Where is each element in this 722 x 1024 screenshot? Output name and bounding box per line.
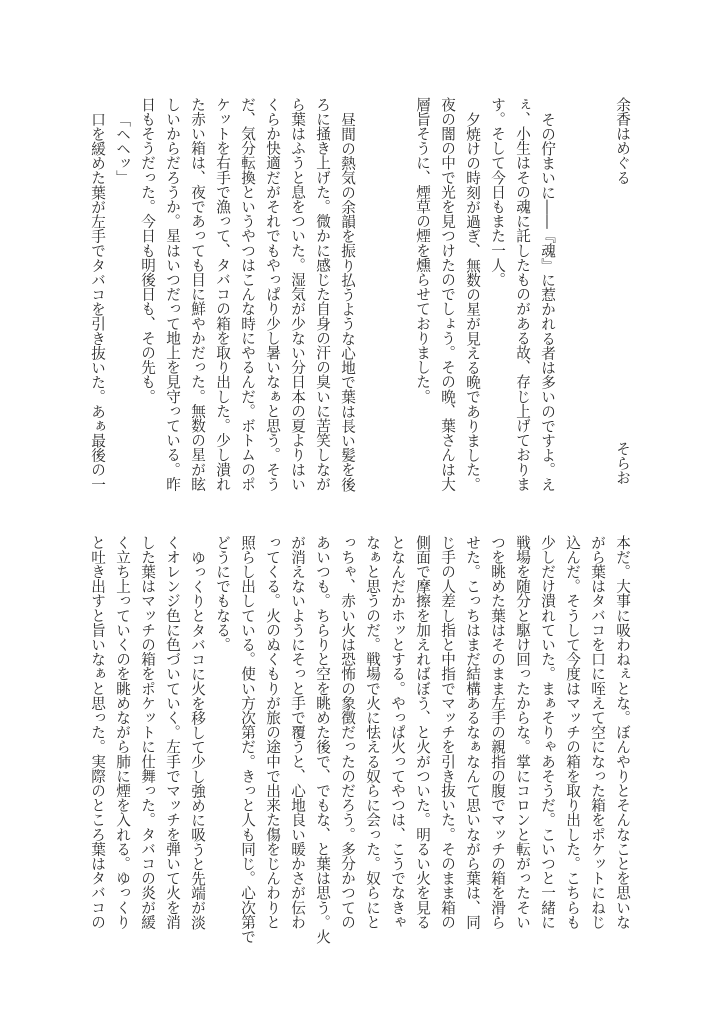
text-line: 照らし出している。使い方次第だ。きっと人も同じ。心次第で xyxy=(239,535,256,944)
text-line: 本だ。大事に吸わねぇとな。ぼんやりとそんなことを思いな xyxy=(614,535,631,930)
text-line: なぁと思うのだ。戦場で火に怯える奴らに会った。奴らにと xyxy=(364,535,381,930)
text-line: ろに掻き上げた。微かに感じた自身の汗の臭いに苦笑しなが xyxy=(314,97,331,492)
paragraph xyxy=(85,535,210,935)
text-line: ら葉はふうと息をついた。湿気が少ない分日本の夏よりはい xyxy=(289,97,306,492)
text-line: ゆっくりとタバコに火を移して少し強めに吸うと先端が淡 xyxy=(189,549,206,930)
text-line: となんだかホッとする。やっぱ火ってやつは、こうでなきゃ xyxy=(389,535,406,930)
title-column xyxy=(610,97,635,497)
text-line: 側面で摩擦を加えればぼう、と火がついた。明るい火を見る xyxy=(414,535,431,930)
text-line: す。そして今日もまた一人。 xyxy=(489,97,506,287)
text-line: 夕焼けの時刻が過ぎ、無数の星が見える晩でありました。 xyxy=(464,111,481,492)
text-line: た赤い箱は、夜であっても目に鮮やかだった。無数の星が眩 xyxy=(189,97,206,492)
paragraph xyxy=(485,97,560,497)
text-line: がら葉はタバコを口に咥えて空になった箱をポケットにねじ xyxy=(589,535,606,930)
text-line: と吐き出すと旨いなぁと思った。実際のところ葉はタバコの xyxy=(89,535,106,930)
text-line: 夜の闇の中で光を見つけたのでしょう。その晩、葉さんは大 xyxy=(439,97,456,492)
text-line: せた。こっちはまだ結構あるなぁなんて思いながら葉は、同 xyxy=(464,535,481,930)
text-line: く立ち上っていくのを眺めながら肺に煙を入れる。ゆっくり xyxy=(114,535,131,930)
text-line: くらか快適だがそれでもやっぱり少し暑いなぁと思う。そう xyxy=(264,97,281,492)
text-line: が消えないようにそっと手で覆うと、心地良い暖かさが伝わ xyxy=(289,535,306,930)
text-line: ケットを右手で漁って、タバコの箱を取り出した。少し潰れ xyxy=(214,97,231,492)
text-line: 少しだけ潰れていた。まぁそりゃあそうだ。こいつと一緒に xyxy=(539,535,556,930)
text-line: ってくる。火のぬくもりが旅の途中で出来た傷をじんわりと xyxy=(264,535,281,930)
text-line: 込んだ。そうして今度はマッチの箱を取り出した。こちらも xyxy=(564,535,581,930)
text-line: 戦場を随分と駆け回ったからな。掌にコロンと転がったそい xyxy=(514,535,531,930)
text-line: 「ヘヘッ」 xyxy=(114,111,131,185)
paragraph xyxy=(410,97,485,497)
text-line: あいつも。ちらりと空を眺めた後で、でもな、と葉は思う。火 xyxy=(314,535,331,944)
story-title: 余香はめぐる xyxy=(614,97,631,185)
text-line: 日もそうだった。今日も明後日も、その先も。 xyxy=(139,97,156,404)
text-line: だ、気分転換というやつはこんな時にやるんだ。ボトムのポ xyxy=(239,97,256,492)
text-line: どうにでもなる。 xyxy=(214,535,231,652)
text-line: しいからだろうか。星はいつだって地上を見守っている。昨 xyxy=(164,97,181,492)
text-line: 層旨そうに、煙草の煙を燻らせておりました。 xyxy=(414,97,431,404)
text-line: 昼間の熱気の余韻を振り払うような心地で葉は長い髪を後 xyxy=(339,111,356,492)
text-line: つを眺めた葉はそのまま左手の親指の腹でマッチの箱を滑ら xyxy=(489,535,506,930)
text-line: その佇まいに――『魂』に惹かれる者は多いのですよ。え xyxy=(539,111,556,492)
text-line: っちゃ、赤い火は恐怖の象徴だったのだろう。多分かつての xyxy=(339,535,356,930)
text-line: じ手の人差し指と中指でマッチを引き抜いた。そのまま箱の xyxy=(439,535,456,930)
text-line: ぇ、小生はその魂に託したものがある故、存じ上げておりま xyxy=(514,97,531,492)
text-line: くオレンジ色に色づいていく。左手でマッチを弾いて火を消 xyxy=(164,535,181,930)
dialogue-line xyxy=(110,97,135,497)
author-name: そらお xyxy=(614,441,631,485)
paragraph xyxy=(135,97,360,497)
paragraph xyxy=(85,97,110,497)
page-top-half xyxy=(85,97,635,497)
text-line: 口を緩めた葉が左手でタバコを引き抜いた。あぁ最後の一 xyxy=(89,111,106,492)
page-bottom-half xyxy=(85,535,635,944)
text-line: した葉はマッチの箱をポケットに仕舞った。タバコの炎が緩 xyxy=(139,535,156,930)
paragraph-continued xyxy=(210,535,635,944)
